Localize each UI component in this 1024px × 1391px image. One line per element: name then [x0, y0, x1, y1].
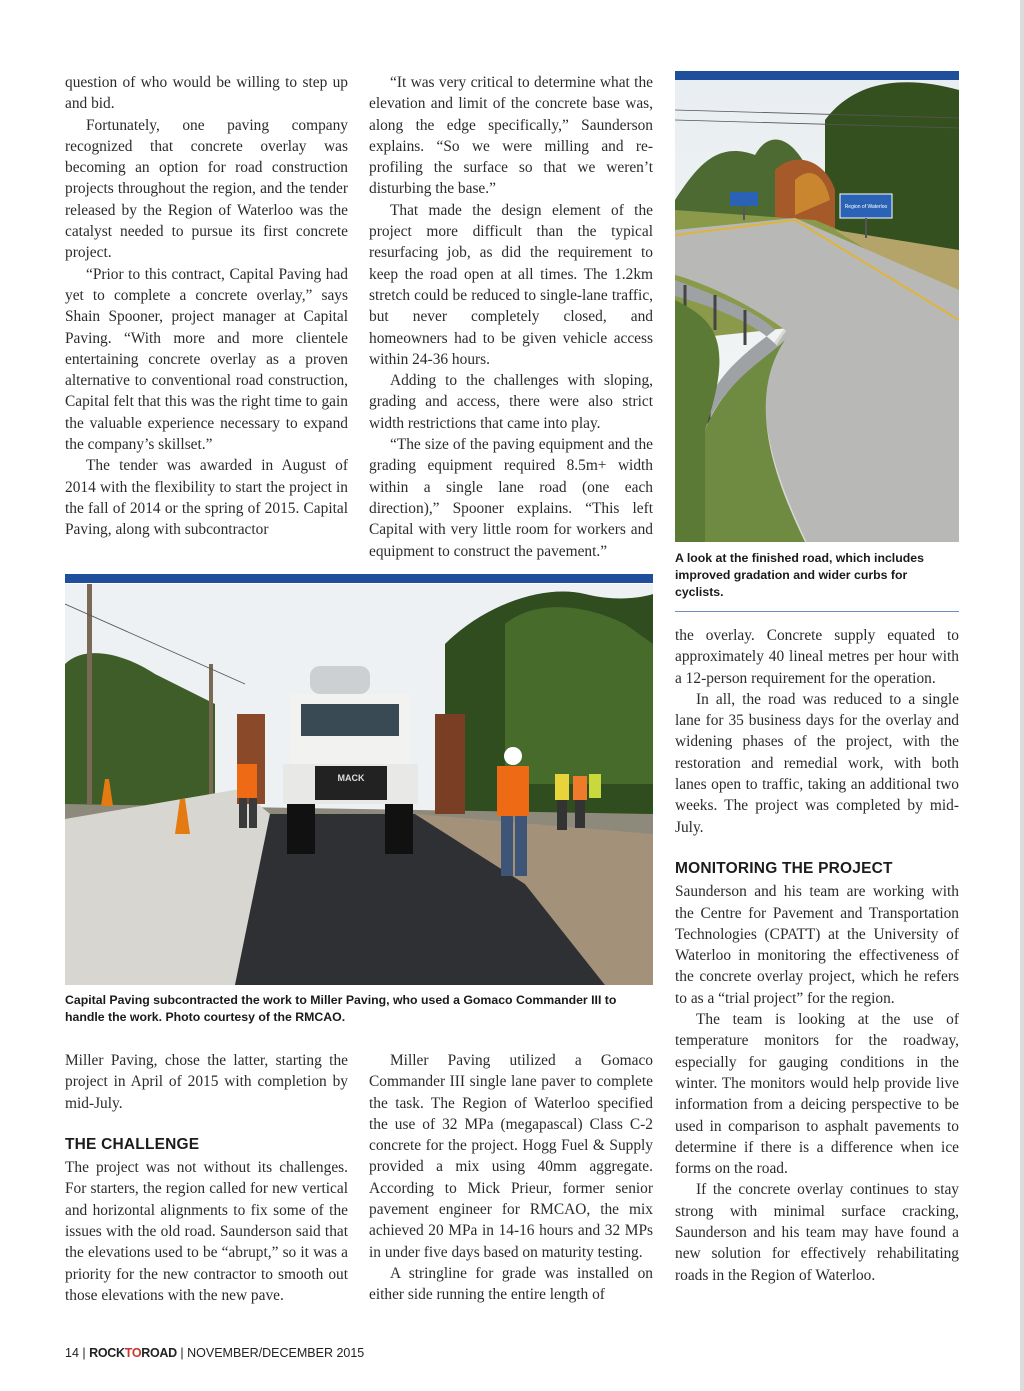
article-column-1-top: [65, 72, 348, 541]
paragraph: The team is looking at the use of temperature monitors for the roadway, especially for gauging conditions in the winter. The monitors would help provide live information from a deicing perspective to be used in comparison to asphalt pavements to determine if there is a difference when ice forms on the road.: [675, 1011, 959, 1178]
caption-divider: [675, 611, 959, 612]
page-edge-strip: [1020, 0, 1024, 1391]
page-footer: [65, 1346, 364, 1360]
paragraph: “It was very critical to determine what the elevation and limit of the concrete base was, along the edge specifically,” Saunderson explains. “So we were milling and re-profiling the surface so that we weren’t disturbing the base.”: [369, 74, 653, 198]
section-heading-monitoring: MONITORING THE PROJECT: [675, 859, 893, 877]
footer-separator: |: [82, 1346, 86, 1360]
finished-road-illustration: [675, 80, 959, 542]
article-column-1-bottom: [65, 1050, 348, 1306]
paragraph: “Prior to this contract, Capital Paving had yet to complete a concrete overlay,” says Shain Spooner, project manager at Capital Paving. “With more and more clientele entertaining concrete overlay as a proven alternative to conventional road construction, Capital felt that this was the right time to gain the valuable experience necessary to expand the company’s skillset.”: [65, 265, 348, 454]
magazine-logo: [89, 1346, 177, 1360]
issue-date: NOVEMBER/DECEMBER 2015: [187, 1346, 365, 1360]
photo-accent-bar: [65, 574, 653, 583]
paragraph: The tender was awarded in August of 2014 with the flexibility to start the project in the fall of 2014 or the spring of 2015. Capital Paving, along with subcontractor: [65, 457, 348, 539]
paragraph: Adding to the challenges with sloping, grading and access, there were also strict width restrictions that came into play.: [369, 372, 653, 432]
paragraph: That made the design element of the project more difficult than the typical resurfacing job, as did the requirement to keep the road open at all times. The 1.2km stretch could be reduced to single-lane traffic, but never completely closed, and homeowners had to be given vehicle access within 24-36 hours.: [369, 201, 653, 368]
paragraph: The project was not without its challenges. For starters, the region called for new vertical and horizontal alignments to fix some of the issues with the old road. Saunderson said that the elevations used to be “abrupt,” so it was a priority for the new contractor to smooth out those elevations with the new pave.: [65, 1159, 348, 1304]
truck-brand: MACK: [337, 773, 365, 783]
footer-separator: |: [180, 1346, 184, 1360]
section-heading-challenge: THE CHALLENGE: [65, 1135, 200, 1153]
paving-crew-caption: Capital Paving subcontracted the work to Miller Paving, who used a Gomaco Commander III to handle the work. Photo courtesy of the RMCAO.: [65, 993, 617, 1024]
finished-road-photo: [675, 80, 959, 542]
paving-crew-illustration: [65, 584, 653, 985]
paragraph: If the concrete overlay continues to stay strong with minimal surface cracking, Saunderson and his team may have found a new solution for effectively rehabilitating roads in the Region of Waterloo.: [675, 1181, 959, 1284]
paragraph: In all, the road was reduced to a single lane for 35 business days for the overlay and widening phases of the project, with the restoration and remedial work, with both lanes open to traffic, taking an additional two weeks. The project was completed by mid-July.: [675, 690, 959, 836]
page-number: 14: [65, 1346, 79, 1360]
paragraph: Fortunately, one paving company recognized that concrete overlay was becoming an option for road construction projects throughout the region, and the tender released by the Region of Waterloo was the catalyst needed to pursue its first concrete project.: [65, 116, 348, 262]
paragraph: Saunderson and his team are working with the Centre for Pavement and Transportation Technologies (CPATT) at the University of Waterloo in monitoring the effectiveness of the concrete overlay project, which he refers to as a “trial project” for the region.: [675, 883, 959, 1007]
logo-road: ROAD: [141, 1346, 177, 1360]
paragraph: the overlay. Concrete supply equated to approximately 40 lineal metres per hour with a 12-person requirement for the operation.: [675, 627, 959, 687]
paragraph: Miller Paving utilized a Gomaco Commander III single lane paver to complete the task. The Region of Waterloo specified the use of 32 MPa (megapascal) Class C-2 concrete for the project. Hogg Fuel & Supply provided a mix using 40mm aggregate. According to Mick Prieur, former senior pavement engineer for RMCAO, the mix achieved 20 MPa in 14-16 hours and 32 MPs in under five days based on maturity testing.: [369, 1052, 653, 1261]
finished-road-caption: A look at the finished road, which includes improved gradation and wider curbs for cyclists.: [675, 551, 924, 599]
article-column-3: [675, 625, 959, 1286]
sign-text: Region of Waterloo: [844, 204, 888, 210]
paragraph: Miller Paving, chose the latter, starting the project in April of 2015 with completion by mid-July.: [65, 1052, 348, 1112]
paragraph: question of who would be willing to step up and bid.: [65, 74, 348, 113]
paragraph: A stringline for grade was installed on either side running the entire length of: [369, 1264, 653, 1304]
logo-to: TO: [124, 1346, 142, 1360]
photo-accent-bar: [675, 71, 959, 80]
logo-rock: ROCK: [89, 1346, 125, 1360]
article-column-2-bottom: [369, 1050, 653, 1306]
paragraph: “The size of the paving equipment and the grading equipment required 8.5m+ width within a single lane road (one each direction),” Spooner explains. “This left Capital with very little room for workers and equipment to construct the pavement.”: [369, 436, 653, 560]
article-column-2-top: [369, 72, 653, 562]
paving-crew-photo: [65, 584, 653, 985]
